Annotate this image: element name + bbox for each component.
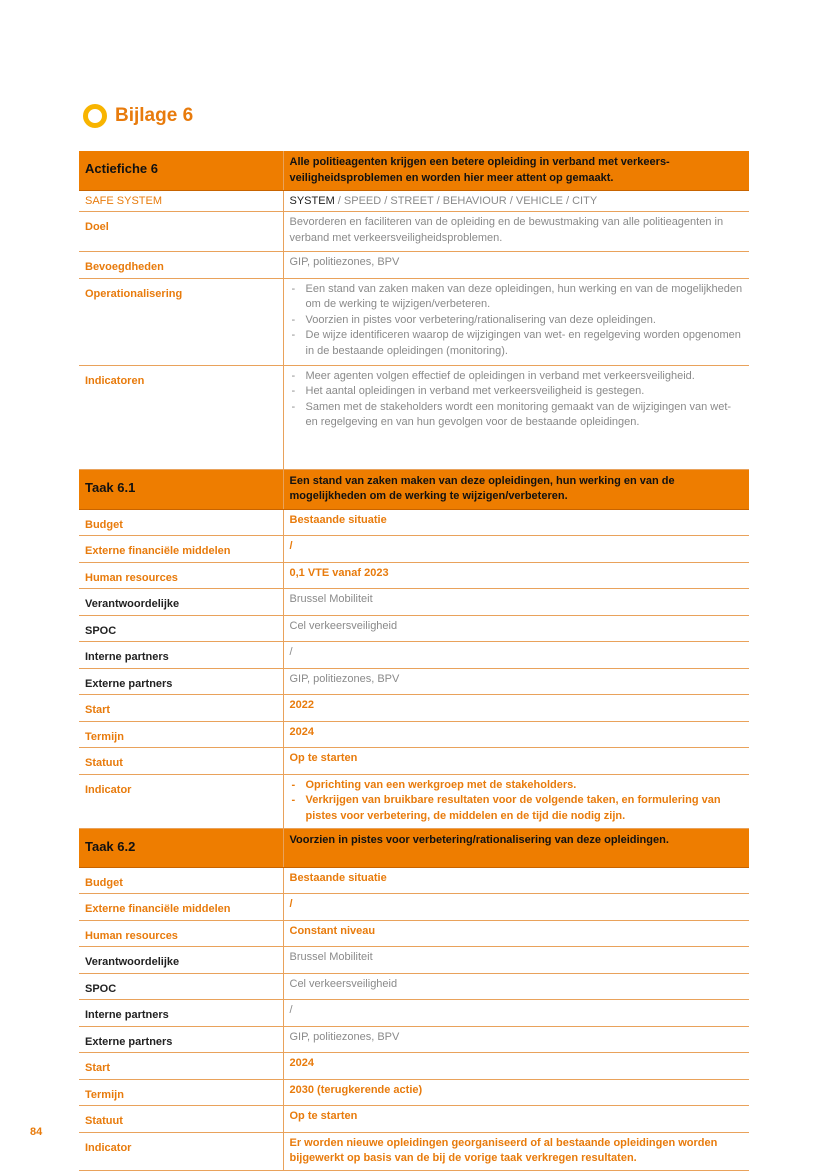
start-label: Start	[79, 695, 283, 722]
doel-label: Doel	[79, 212, 283, 252]
operationalisering-row	[79, 278, 749, 365]
hr-label: Human resources	[79, 562, 283, 589]
list-item: - De wijze identificeren waarop de wijzigingen van wet- en regelgeving worden opgenomen in de bestaande opleidingen (monitoring).	[290, 328, 744, 359]
list-item: - Oprichting van een werkgroep met de stakeholders.	[290, 778, 744, 794]
list-item: - Samen met de stakeholders wordt een monitoring gemaakt van de wijzigingen van wet- en regelgeving en van hun gevolgen voor de bestaande opleidingen.	[290, 400, 744, 431]
table-row	[79, 947, 749, 974]
task-6-2-description: Voorzien in pistes voor verbetering/rationalisering van deze opleidingen.	[283, 828, 749, 867]
bevoegdheden-value: GIP, politiezones, BPV	[283, 252, 749, 279]
intern-label: Interne partners	[79, 642, 283, 669]
hr-label: Human resources	[79, 920, 283, 947]
verantw-value: Brussel Mobiliteit	[283, 589, 749, 616]
table-row	[79, 920, 749, 947]
table-row	[79, 536, 749, 563]
indicator-value	[283, 774, 749, 828]
start-value: 2024	[283, 1053, 749, 1080]
table-row	[79, 774, 749, 828]
table-row	[79, 973, 749, 1000]
intern-value: /	[283, 642, 749, 669]
intern-value: /	[283, 1000, 749, 1027]
operationalisering-label: Operationalisering	[79, 278, 283, 365]
budget-label: Budget	[79, 867, 283, 894]
action-description: Alle politieagenten krijgen een betere opleiding in verband met verkeers-veiligheidsproblemen en worden hier meer attent op gemaakt.	[283, 151, 749, 190]
termijn-label: Termijn	[79, 1079, 283, 1106]
table-row	[79, 867, 749, 894]
budget-value: Bestaande situatie	[283, 509, 749, 536]
spoc-label: SPOC	[79, 973, 283, 1000]
indicator-value: Er worden nieuwe opleidingen georganiseerd of al bestaande opleidingen worden bijgewerkt op basis van de bij de vorige taak verkregen resultaten.	[283, 1132, 749, 1170]
verantw-label: Verantwoordelijke	[79, 589, 283, 616]
indicator-label: Indicator	[79, 774, 283, 828]
spoc-value: Cel verkeersveiligheid	[283, 973, 749, 1000]
statuut-value: Op te starten	[283, 1106, 749, 1133]
table-row	[79, 894, 749, 921]
task-6-2-header-row	[79, 828, 749, 867]
section-heading	[83, 104, 193, 128]
table-row	[79, 1079, 749, 1106]
start-label: Start	[79, 1053, 283, 1080]
bevoegdheden-label: Bevoegdheden	[79, 252, 283, 279]
list-item: - Een stand van zaken maken van deze opleidingen, hun werking en van de mogelijkheden om de werking te wijzigen/verbeteren.	[290, 282, 744, 313]
table-row	[79, 589, 749, 616]
operationalisering-value	[283, 278, 749, 365]
externp-value: GIP, politiezones, BPV	[283, 1026, 749, 1053]
hr-value: Constant niveau	[283, 920, 749, 947]
budget-label: Budget	[79, 509, 283, 536]
task-6-1-label: Taak 6.1	[79, 469, 283, 509]
table-row	[79, 1106, 749, 1133]
indicatoren-value	[283, 365, 749, 469]
statuut-value: Op te starten	[283, 748, 749, 775]
statuut-label: Statuut	[79, 748, 283, 775]
statuut-label: Statuut	[79, 1106, 283, 1133]
list-item: - Verkrijgen van bruikbare resultaten voor de volgende taken, en formulering van pistes voor verbetering, de middelen en de tijd die nodig zijn.	[290, 793, 744, 824]
circle-bullet-icon	[83, 104, 107, 128]
action-sheet-table	[79, 151, 749, 1171]
table-row	[79, 615, 749, 642]
extern-value: /	[283, 894, 749, 921]
indicator-label: Indicator	[79, 1132, 283, 1170]
safe-system-label: SAFE SYSTEM	[79, 190, 283, 212]
intern-label: Interne partners	[79, 1000, 283, 1027]
list-item: - Voorzien in pistes voor verbetering/rationalisering van deze opleidingen.	[290, 313, 744, 329]
task-6-1-header-row	[79, 469, 749, 509]
table-row	[79, 748, 749, 775]
task-6-2-label: Taak 6.2	[79, 828, 283, 867]
externp-label: Externe partners	[79, 668, 283, 695]
externp-value: GIP, politiezones, BPV	[283, 668, 749, 695]
table-row	[79, 695, 749, 722]
safe-system-active: SYSTEM	[289, 194, 335, 207]
doel-row	[79, 212, 749, 252]
extern-label: Externe financiële middelen	[79, 894, 283, 921]
budget-value: Bestaande situatie	[283, 867, 749, 894]
spoc-label: SPOC	[79, 615, 283, 642]
safe-system-row	[79, 190, 749, 212]
table-row	[79, 562, 749, 589]
indicatoren-label: Indicatoren	[79, 365, 283, 469]
extern-value: /	[283, 536, 749, 563]
termijn-value: 2030 (terugkerende actie)	[283, 1079, 749, 1106]
spoc-value: Cel verkeersveiligheid	[283, 615, 749, 642]
table-row	[79, 1132, 749, 1170]
table-row	[79, 668, 749, 695]
table-row	[79, 509, 749, 536]
table-row	[79, 1000, 749, 1027]
action-label: Actiefiche 6	[79, 151, 283, 190]
safe-system-value	[283, 190, 749, 212]
list-item: - Het aantal opleidingen in verband met verkeersveiligheid is gestegen.	[290, 384, 744, 400]
task-6-1-description: Een stand van zaken maken van deze opleidingen, hun werking en van de mogelijkheden om de werking te wijzigen/verbeteren.	[283, 469, 749, 509]
start-value: 2022	[283, 695, 749, 722]
action-header-row	[79, 151, 749, 190]
verantw-value: Brussel Mobiliteit	[283, 947, 749, 974]
bevoegdheden-row	[79, 252, 749, 279]
doel-value: Bevorderen en faciliteren van de opleiding en de bewustmaking van alle politieagenten in verband met verkeersveiligheidsproblemen.	[283, 212, 749, 252]
verantw-label: Verantwoordelijke	[79, 947, 283, 974]
safe-system-rest: / SPEED / STREET / BEHAVIOUR / VEHICLE / CITY	[334, 194, 598, 207]
externp-label: Externe partners	[79, 1026, 283, 1053]
table-row	[79, 1053, 749, 1080]
table-row	[79, 1026, 749, 1053]
indicatoren-row	[79, 365, 749, 469]
termijn-value: 2024	[283, 721, 749, 748]
table-row	[79, 721, 749, 748]
page-title: Bijlage 6	[115, 105, 194, 126]
termijn-label: Termijn	[79, 721, 283, 748]
extern-label: Externe financiële middelen	[79, 536, 283, 563]
page-number: 84	[30, 1126, 43, 1138]
list-item: - Meer agenten volgen effectief de opleidingen in verband met verkeersveiligheid.	[290, 369, 744, 385]
hr-value: 0,1 VTE vanaf 2023	[283, 562, 749, 589]
table-row	[79, 642, 749, 669]
